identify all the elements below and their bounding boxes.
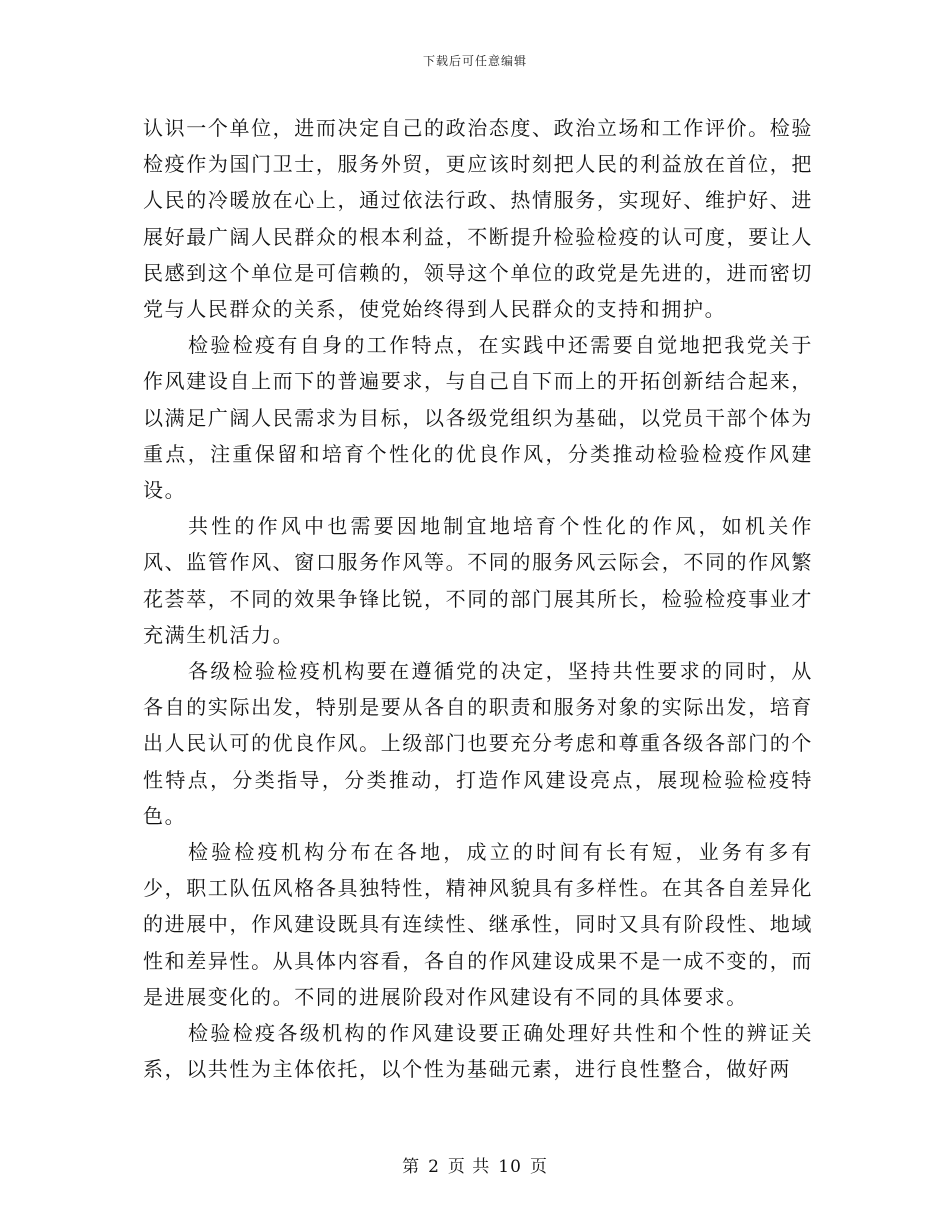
paragraph-4: 各级检验检疫机构要在遵循党的决定，坚持共性要求的同时，从各自的实际出发，特别是要从各自的职责和服务对象的实际出发，培育出人民认可的优良作风。上级部门也要充分考虑和尊重各级各部门的个性特点，分类指导，分类推动，打造作风建设亮点，展现检验检疫特色。: [143, 659, 813, 828]
footer-current-page: 2: [428, 1157, 440, 1177]
document-body: [143, 110, 813, 1087]
paragraph-2: 检验检疫有自身的工作特点，在实践中还需要自觉地把我党关于作风建设自上而下的普遍要求，与自己自下而上的开拓创新结合起来，以满足广阔人民需求为目标，以各级党组织为基础，以党员干部个体为重点，注重保留和培育个性化的优良作风，分类推动检验检疫作风建设。: [143, 333, 813, 503]
page-header-note: 下载后可任意编辑: [422, 54, 527, 68]
paragraph-6: 检验检疫各级机构的作风建设要正确处理好共性和个性的辨证关系，以共性为主体依托，以个性为基础元素，进行良性整合，做好两: [143, 1021, 813, 1082]
paragraph-1: 认识一个单位，进而决定自己的政治态度、政治立场和工作评价。检验检疫作为国门卫士，服务外贸，更应该时刻把人民的利益放在首位，把人民的冷暖放在心上，通过依法行政、热情服务，实现好、维护好、进展好最广阔人民群众的根本利益，不断提升检验检疫的认可度，要让人民感到这个单位是可信赖的，领导这个单位的政党是先进的，进而密切党与人民群众的关系，使党始终得到人民群众的支持和拥护。: [143, 116, 813, 322]
paragraph-3: 共性的作风中也需要因地制宜地培育个性化的作风，如机关作风、监管作风、窗口服务作风等。不同的服务风云际会，不同的作风繁花荟萃，不同的效果争锋比锐，不同的部门展其所长，检验检疫事业才充满生机活力。: [143, 514, 813, 647]
footer-prefix: 第: [402, 1157, 421, 1177]
page-footer: [0, 1152, 950, 1177]
paragraph-5: 检验检疫机构分布在各地，成立的时间有长有短，业务有多有少，职工队伍风格各具独特性，精神风貌具有多样性。在其各自差异化的进展中，作风建设既具有连续性、继承性，同时又具有阶段性、地域性和差异性。从具体内容看，各自的作风建设成果不是一成不变的，而是进展变化的。不同的进展阶段对作风建设有不同的具体要求。: [143, 840, 813, 1009]
footer-suffix: 页: [529, 1157, 548, 1177]
footer-total-pages: 10: [498, 1157, 522, 1177]
footer-middle: 页 共: [447, 1157, 491, 1177]
